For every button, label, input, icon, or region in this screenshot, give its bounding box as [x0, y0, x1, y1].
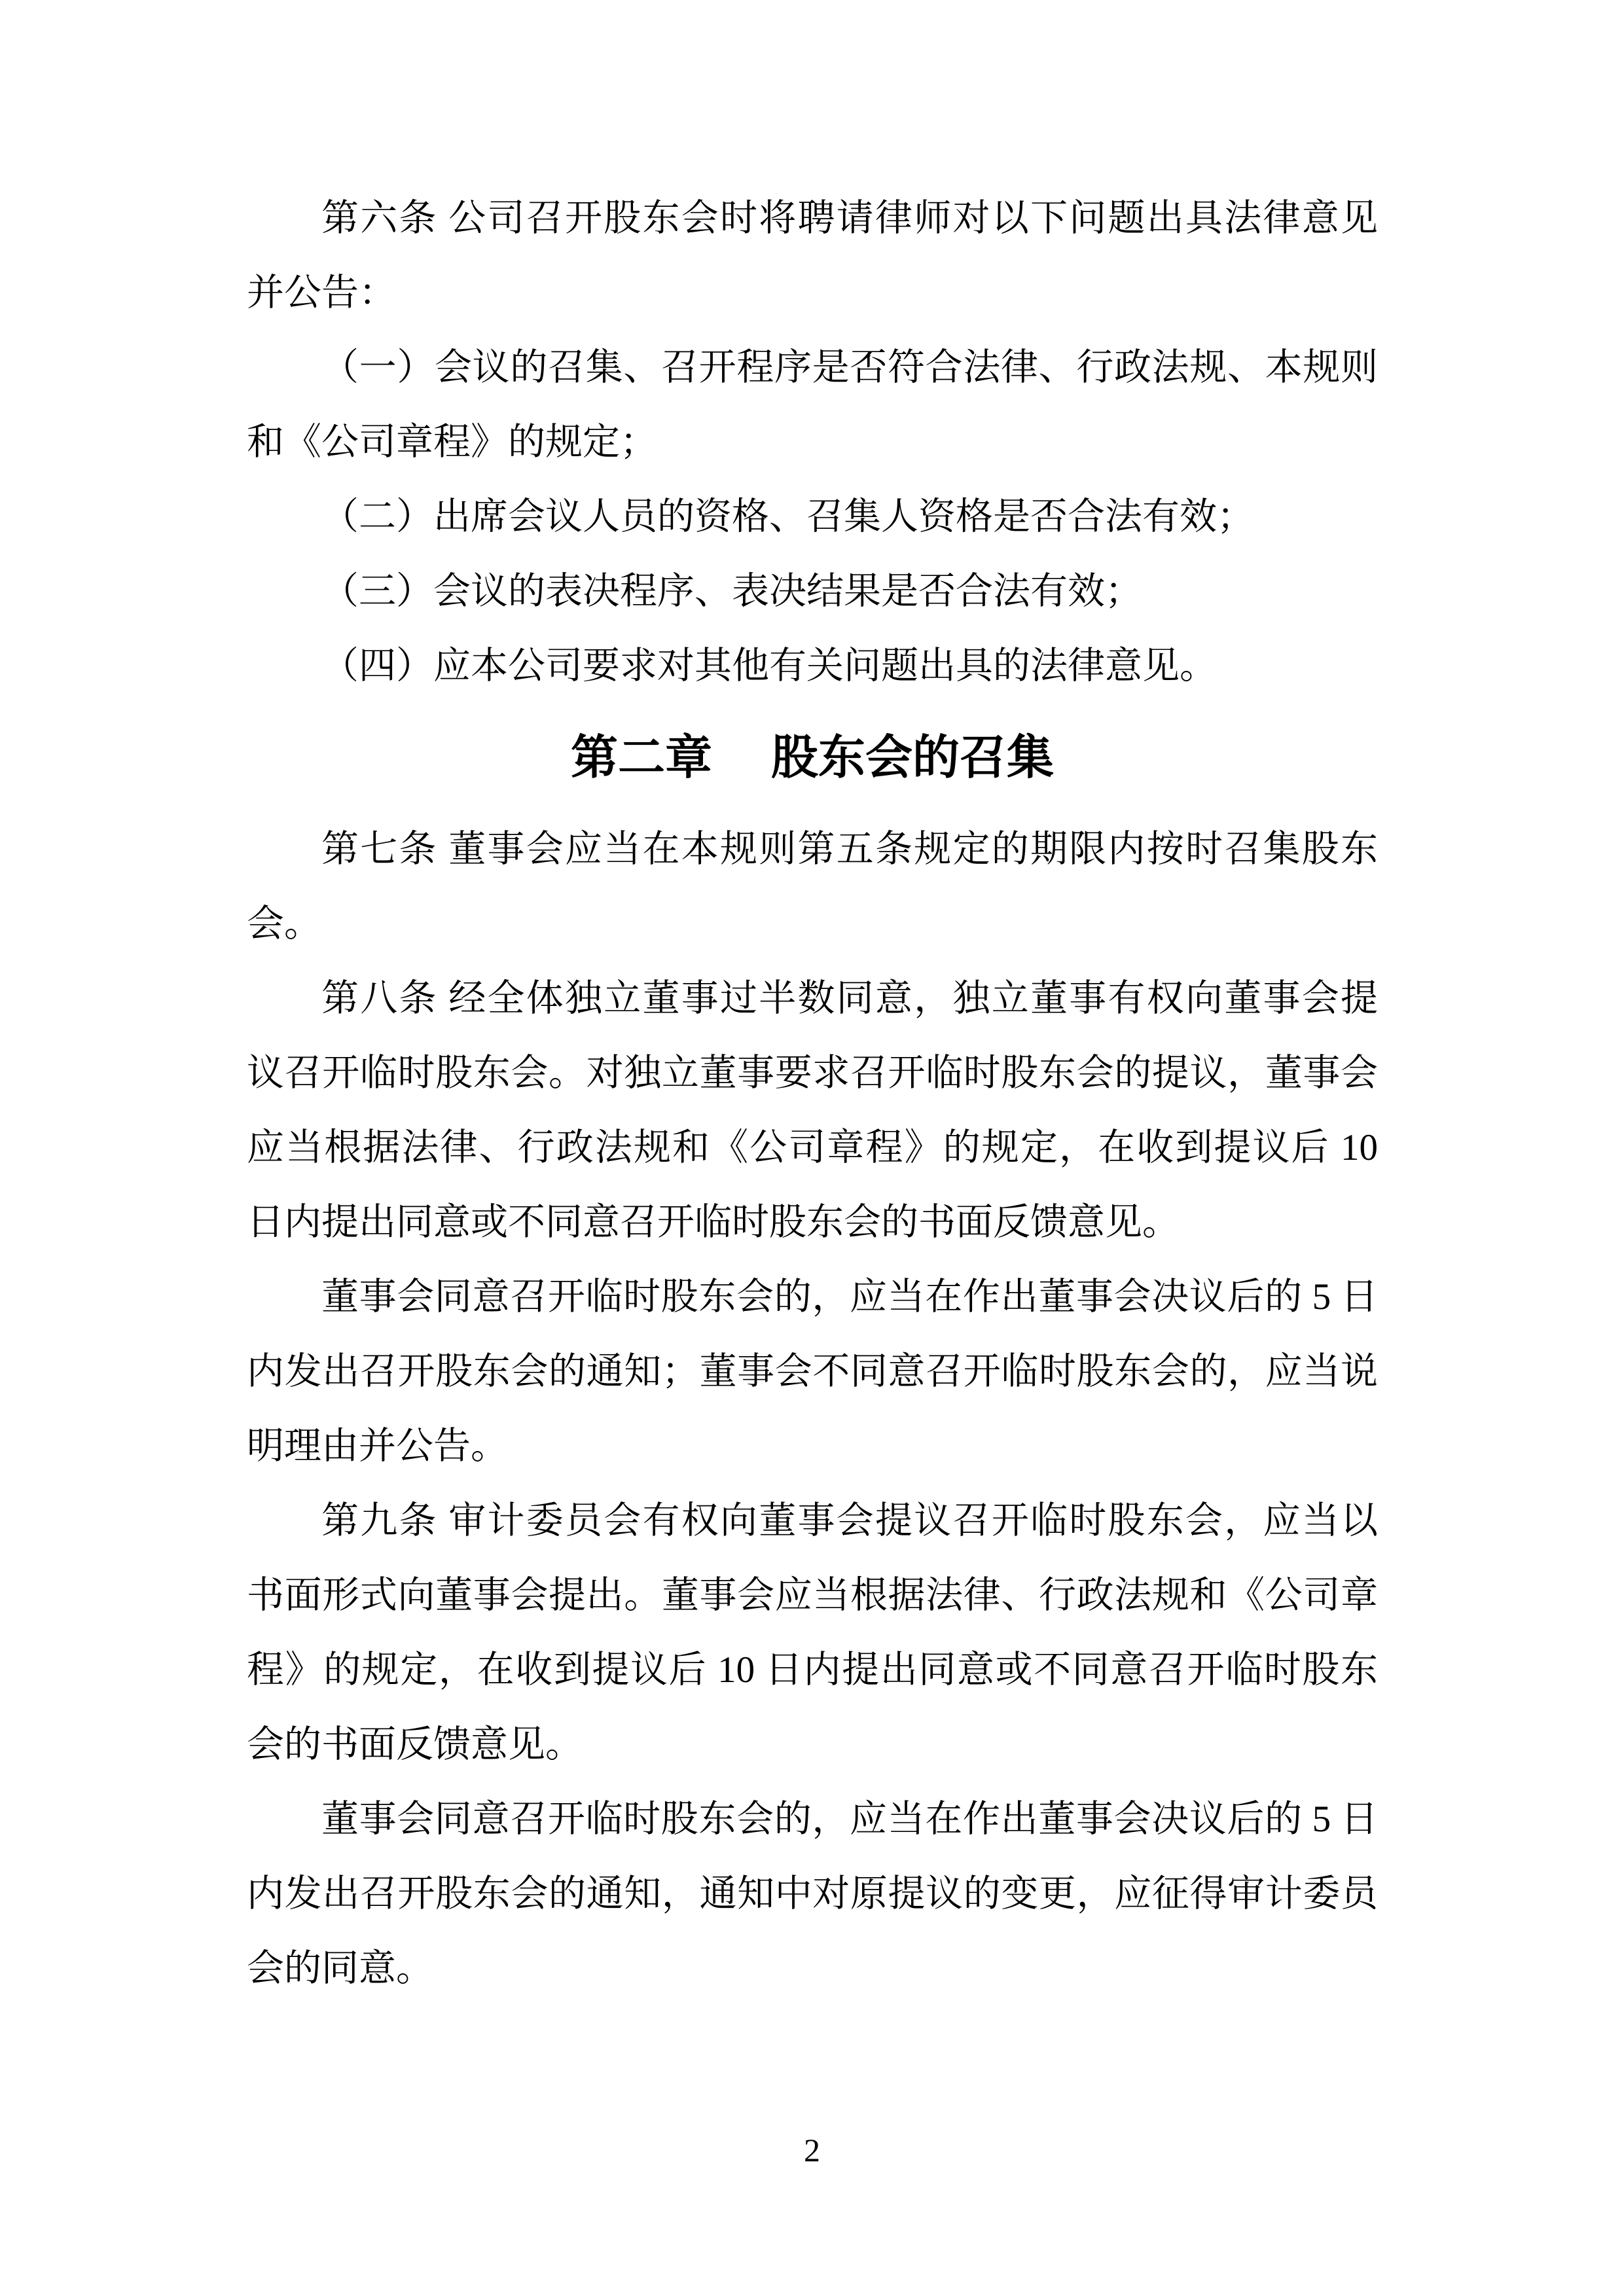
text-line: 内发出召开股东会的通知；董事会不同意召开临时股东会的，应当说: [247, 1351, 1378, 1392]
text-line: （一）会议的召集、召开程序是否符合法律、行政法规、本规则: [321, 347, 1378, 388]
text-line: 会。: [247, 903, 321, 944]
text-line: 程》的规定，在收到提议后 10 日内提出同意或不同意召开临时股东: [247, 1649, 1378, 1691]
text-line: 会的同意。: [247, 1948, 433, 1989]
text-line: 第七条 董事会应当在本规则第五条规定的期限内按时召集股东: [321, 829, 1378, 870]
chapter-number: 第二章: [570, 732, 712, 784]
text-line: 明理由并公告。: [247, 1426, 508, 1467]
chapter-title: 股东会的召集: [771, 732, 1055, 784]
text-line: 议召开临时股东会。对独立董事要求召开临时股东会的提议，董事会: [247, 1052, 1378, 1094]
text-line: 第八条 经全体独立董事过半数同意，独立董事有权向董事会提: [321, 978, 1378, 1019]
chapter-heading: [247, 704, 1378, 812]
text-line: 和《公司章程》的规定；: [247, 422, 657, 463]
text-line: 董事会同意召开临时股东会的，应当在作出董事会决议后的 5 日: [321, 1799, 1378, 1840]
text-line: （四）应本公司要求对其他有关问题出具的法律意见。: [321, 645, 1217, 687]
text-line: 第六条 公司召开股东会时将聘请律师对以下问题出具法律意见: [321, 198, 1378, 239]
text-line: 第九条 审计委员会有权向董事会提议召开临时股东会，应当以: [321, 1500, 1378, 1541]
text-line: 日内提出同意或不同意召开临时股东会的书面反馈意见。: [247, 1202, 1180, 1243]
page-number: 2: [804, 2132, 820, 2168]
text-line: 应当根据法律、行政法规和《公司章程》的规定，在收到提议后 10: [247, 1127, 1378, 1168]
text-line: 书面形式向董事会提出。董事会应当根据法律、行政法规和《公司章: [247, 1575, 1378, 1616]
text-line: 会的书面反馈意见。: [247, 1724, 583, 1765]
document-body: [247, 181, 1378, 2006]
text-line: （二）出席会议人员的资格、召集人资格是否合法有效；: [321, 496, 1254, 537]
text-line: （三）会议的表决程序、表决结果是否合法有效；: [321, 571, 1142, 612]
text-line: 内发出召开股东会的通知，通知中对原提议的变更，应征得审计委员: [247, 1873, 1378, 1914]
text-line: 并公告：: [247, 272, 396, 314]
text-line: 董事会同意召开临时股东会的，应当在作出董事会决议后的 5 日: [321, 1276, 1378, 1318]
